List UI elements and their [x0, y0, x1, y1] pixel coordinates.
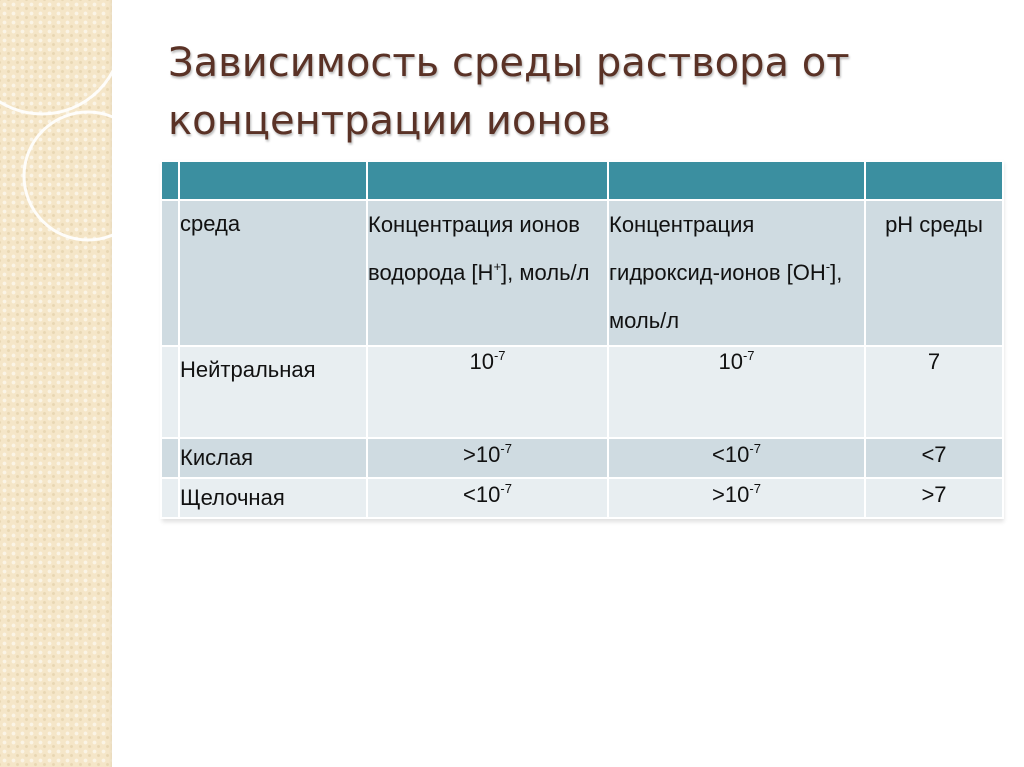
oh-prefix: >: [712, 482, 725, 507]
h-exp: -7: [500, 441, 512, 456]
row-ph-value: 7: [865, 346, 1003, 438]
oh-base: 10: [724, 482, 750, 507]
header-ph: рН среды: [865, 200, 1003, 346]
oh-exp: -7: [749, 441, 761, 456]
table-header-row: [161, 200, 1003, 346]
gutter-cell: [161, 478, 179, 518]
row-h-value: [367, 346, 608, 438]
table-accent-row: [161, 161, 1003, 200]
header-h-concentration: [367, 200, 608, 346]
row-h-value: [367, 478, 608, 518]
table-row-neutral: [161, 346, 1003, 438]
h-exp: -7: [493, 348, 506, 363]
table-container: [160, 160, 1002, 519]
row-medium: Нейтральная: [179, 346, 367, 438]
h-base: 10: [475, 482, 501, 507]
accent-cell: [161, 161, 179, 200]
gutter-cell: [161, 438, 179, 478]
row-medium: Кислая: [179, 438, 367, 478]
decorative-rings: [0, 0, 130, 260]
accent-cell: [367, 161, 608, 200]
decorative-ring-small: [24, 112, 130, 240]
oh-exp: -7: [742, 348, 755, 363]
gutter-cell: [161, 200, 179, 346]
h-prefix: <: [463, 482, 476, 507]
row-h-value: [367, 438, 608, 478]
header-medium: среда: [179, 200, 367, 346]
accent-cell: [179, 161, 367, 200]
h-base: 10: [475, 442, 501, 467]
table-row-alkaline: [161, 478, 1003, 518]
accent-cell: [608, 161, 865, 200]
header-oh-after: ], моль/л: [609, 260, 843, 333]
header-h-after: ], моль/л: [501, 260, 590, 285]
accent-cell: [865, 161, 1003, 200]
row-medium: Щелочная: [179, 478, 367, 518]
header-oh-sup: -: [825, 259, 831, 274]
row-ph-value: <7: [865, 438, 1003, 478]
slide-title: Зависимость среды раствора от концентрации ионов: [168, 40, 850, 144]
oh-prefix: <: [712, 442, 725, 467]
header-h-text: Концентрация ионов водорода [Н: [368, 212, 580, 285]
header-oh-concentration: [608, 200, 865, 346]
h-prefix: >: [463, 442, 476, 467]
gutter-cell: [161, 346, 179, 438]
row-ph-value: >7: [865, 478, 1003, 518]
oh-base: 10: [724, 442, 750, 467]
ion-concentration-table: [160, 160, 1004, 519]
row-oh-value: [608, 478, 865, 518]
h-exp: -7: [500, 481, 512, 496]
header-oh-text: Концентрация гидроксид-ионов [ОН: [609, 212, 826, 285]
oh-base: 10: [718, 349, 743, 374]
h-base: 10: [469, 349, 494, 374]
header-h-sup: +: [493, 259, 502, 274]
row-oh-value: [608, 438, 865, 478]
oh-exp: -7: [749, 481, 761, 496]
row-oh-value: [608, 346, 865, 438]
table-row-acidic: [161, 438, 1003, 478]
decorative-ring-large: [0, 0, 122, 114]
